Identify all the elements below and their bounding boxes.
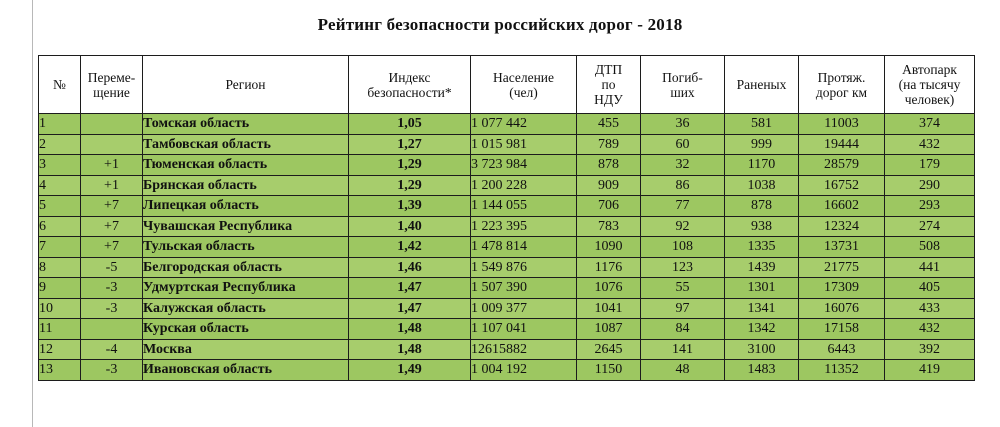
- cell-population: 1 549 876: [471, 257, 577, 278]
- page-title: Рейтинг безопасности российских дорог - 2018: [317, 15, 683, 34]
- cell-index: 1,47: [349, 278, 471, 299]
- header-row: [39, 56, 975, 114]
- cell-move: [81, 134, 143, 155]
- cell-num: 13: [39, 360, 81, 381]
- road-safety-rating-table: [38, 55, 975, 381]
- cell-num: 6: [39, 216, 81, 237]
- header-injured: Раненых: [725, 56, 799, 114]
- cell-length: 6443: [799, 339, 885, 360]
- cell-population: 1 507 390: [471, 278, 577, 299]
- cell-cars: 508: [885, 237, 975, 258]
- cell-dtp: 909: [577, 175, 641, 196]
- cell-cars: 441: [885, 257, 975, 278]
- cell-index: 1,49: [349, 360, 471, 381]
- header-dtp: ДТП по НДУ: [577, 56, 641, 114]
- cell-length: 17158: [799, 319, 885, 340]
- cell-dead: 141: [641, 339, 725, 360]
- cell-dead: 60: [641, 134, 725, 155]
- cell-cars: 293: [885, 196, 975, 217]
- cell-population: 1 200 228: [471, 175, 577, 196]
- cell-injured: 1301: [725, 278, 799, 299]
- table-row: [39, 175, 975, 196]
- cell-dtp: 783: [577, 216, 641, 237]
- cell-dead: 123: [641, 257, 725, 278]
- cell-population: 1 009 377: [471, 298, 577, 319]
- cell-cars: 274: [885, 216, 975, 237]
- cell-dead: 84: [641, 319, 725, 340]
- cell-index: 1,27: [349, 134, 471, 155]
- header-region: Регион: [143, 56, 349, 114]
- cell-region: Тульская область: [143, 237, 349, 258]
- cell-move: -3: [81, 298, 143, 319]
- header-length: Протяж. дорог км: [799, 56, 885, 114]
- cell-region: Удмуртская Республика: [143, 278, 349, 299]
- cell-region: Белгородская область: [143, 257, 349, 278]
- cell-injured: 938: [725, 216, 799, 237]
- cell-cars: 290: [885, 175, 975, 196]
- cell-region: Брянская область: [143, 175, 349, 196]
- cell-index: 1,46: [349, 257, 471, 278]
- cell-index: 1,39: [349, 196, 471, 217]
- cell-population: 1 144 055: [471, 196, 577, 217]
- cell-index: 1,29: [349, 175, 471, 196]
- cell-dead: 55: [641, 278, 725, 299]
- cell-cars: 433: [885, 298, 975, 319]
- cell-dtp: 1076: [577, 278, 641, 299]
- table-row: [39, 319, 975, 340]
- cell-dead: 36: [641, 114, 725, 135]
- table-row: [39, 298, 975, 319]
- cell-dead: 77: [641, 196, 725, 217]
- header-dead: Погиб- ших: [641, 56, 725, 114]
- cell-region: Москва: [143, 339, 349, 360]
- cell-injured: 999: [725, 134, 799, 155]
- table-row: [39, 155, 975, 176]
- cell-index: 1,40: [349, 216, 471, 237]
- header-population: Население (чел): [471, 56, 577, 114]
- header-num: №: [39, 56, 81, 114]
- cell-dtp: 1041: [577, 298, 641, 319]
- cell-cars: 179: [885, 155, 975, 176]
- cell-length: 19444: [799, 134, 885, 155]
- cell-num: 4: [39, 175, 81, 196]
- cell-cars: 374: [885, 114, 975, 135]
- cell-index: 1,29: [349, 155, 471, 176]
- cell-population: 3 723 984: [471, 155, 577, 176]
- table-row: [39, 216, 975, 237]
- table-row: [39, 257, 975, 278]
- cell-move: -5: [81, 257, 143, 278]
- header-cars: Автопарк (на тысячу человек): [885, 56, 975, 114]
- cell-length: 17309: [799, 278, 885, 299]
- table-row: [39, 339, 975, 360]
- cell-length: 12324: [799, 216, 885, 237]
- cell-move: +1: [81, 155, 143, 176]
- cell-cars: 405: [885, 278, 975, 299]
- cell-move: +1: [81, 175, 143, 196]
- cell-dtp: 789: [577, 134, 641, 155]
- cell-dtp: 878: [577, 155, 641, 176]
- cell-population: 1 004 192: [471, 360, 577, 381]
- cell-region: Ивановская область: [143, 360, 349, 381]
- cell-injured: 1170: [725, 155, 799, 176]
- cell-num: 12: [39, 339, 81, 360]
- cell-length: 11003: [799, 114, 885, 135]
- cell-region: Тюменская область: [143, 155, 349, 176]
- cell-injured: 1335: [725, 237, 799, 258]
- page-margin-line: [32, 0, 33, 427]
- cell-num: 10: [39, 298, 81, 319]
- cell-num: 3: [39, 155, 81, 176]
- cell-move: [81, 114, 143, 135]
- cell-move: [81, 319, 143, 340]
- header-index: Индекс безопасности*: [349, 56, 471, 114]
- cell-dtp: 2645: [577, 339, 641, 360]
- cell-dead: 97: [641, 298, 725, 319]
- cell-dtp: 1150: [577, 360, 641, 381]
- cell-population: 1 107 041: [471, 319, 577, 340]
- cell-num: 7: [39, 237, 81, 258]
- cell-injured: 1342: [725, 319, 799, 340]
- cell-index: 1,05: [349, 114, 471, 135]
- cell-num: 1: [39, 114, 81, 135]
- cell-injured: 1483: [725, 360, 799, 381]
- cell-move: -3: [81, 360, 143, 381]
- cell-length: 16602: [799, 196, 885, 217]
- cell-num: 5: [39, 196, 81, 217]
- cell-length: 28579: [799, 155, 885, 176]
- cell-num: 8: [39, 257, 81, 278]
- cell-injured: 581: [725, 114, 799, 135]
- cell-length: 16752: [799, 175, 885, 196]
- cell-index: 1,48: [349, 319, 471, 340]
- cell-length: 13731: [799, 237, 885, 258]
- table-row: [39, 360, 975, 381]
- cell-dtp: 1087: [577, 319, 641, 340]
- cell-region: Курская область: [143, 319, 349, 340]
- header-move: Переме- щение: [81, 56, 143, 114]
- cell-index: 1,48: [349, 339, 471, 360]
- table-row: [39, 237, 975, 258]
- table-row: [39, 114, 975, 135]
- cell-dead: 108: [641, 237, 725, 258]
- cell-dtp: 706: [577, 196, 641, 217]
- cell-num: 11: [39, 319, 81, 340]
- cell-region: Калужская область: [143, 298, 349, 319]
- cell-dtp: 455: [577, 114, 641, 135]
- cell-dead: 92: [641, 216, 725, 237]
- cell-population: 1 077 442: [471, 114, 577, 135]
- cell-dtp: 1176: [577, 257, 641, 278]
- cell-move: -3: [81, 278, 143, 299]
- cell-cars: 419: [885, 360, 975, 381]
- cell-cars: 432: [885, 134, 975, 155]
- cell-move: +7: [81, 196, 143, 217]
- table-body: [39, 114, 975, 381]
- cell-region: Чувашская Республика: [143, 216, 349, 237]
- cell-num: 2: [39, 134, 81, 155]
- cell-injured: 1341: [725, 298, 799, 319]
- table-row: [39, 278, 975, 299]
- table-row: [39, 196, 975, 217]
- cell-population: 1 015 981: [471, 134, 577, 155]
- cell-population: 12615882: [471, 339, 577, 360]
- cell-num: 9: [39, 278, 81, 299]
- cell-region: Томская область: [143, 114, 349, 135]
- cell-dtp: 1090: [577, 237, 641, 258]
- cell-injured: 878: [725, 196, 799, 217]
- cell-move: -4: [81, 339, 143, 360]
- cell-length: 16076: [799, 298, 885, 319]
- cell-region: Липецкая область: [143, 196, 349, 217]
- cell-dead: 32: [641, 155, 725, 176]
- cell-cars: 392: [885, 339, 975, 360]
- cell-region: Тамбовская область: [143, 134, 349, 155]
- cell-index: 1,42: [349, 237, 471, 258]
- cell-move: +7: [81, 216, 143, 237]
- cell-injured: 1038: [725, 175, 799, 196]
- cell-length: 21775: [799, 257, 885, 278]
- cell-cars: 432: [885, 319, 975, 340]
- cell-population: 1 223 395: [471, 216, 577, 237]
- cell-index: 1,47: [349, 298, 471, 319]
- cell-dead: 48: [641, 360, 725, 381]
- cell-population: 1 478 814: [471, 237, 577, 258]
- cell-injured: 1439: [725, 257, 799, 278]
- cell-length: 11352: [799, 360, 885, 381]
- table-row: [39, 134, 975, 155]
- cell-dead: 86: [641, 175, 725, 196]
- cell-move: +7: [81, 237, 143, 258]
- cell-injured: 3100: [725, 339, 799, 360]
